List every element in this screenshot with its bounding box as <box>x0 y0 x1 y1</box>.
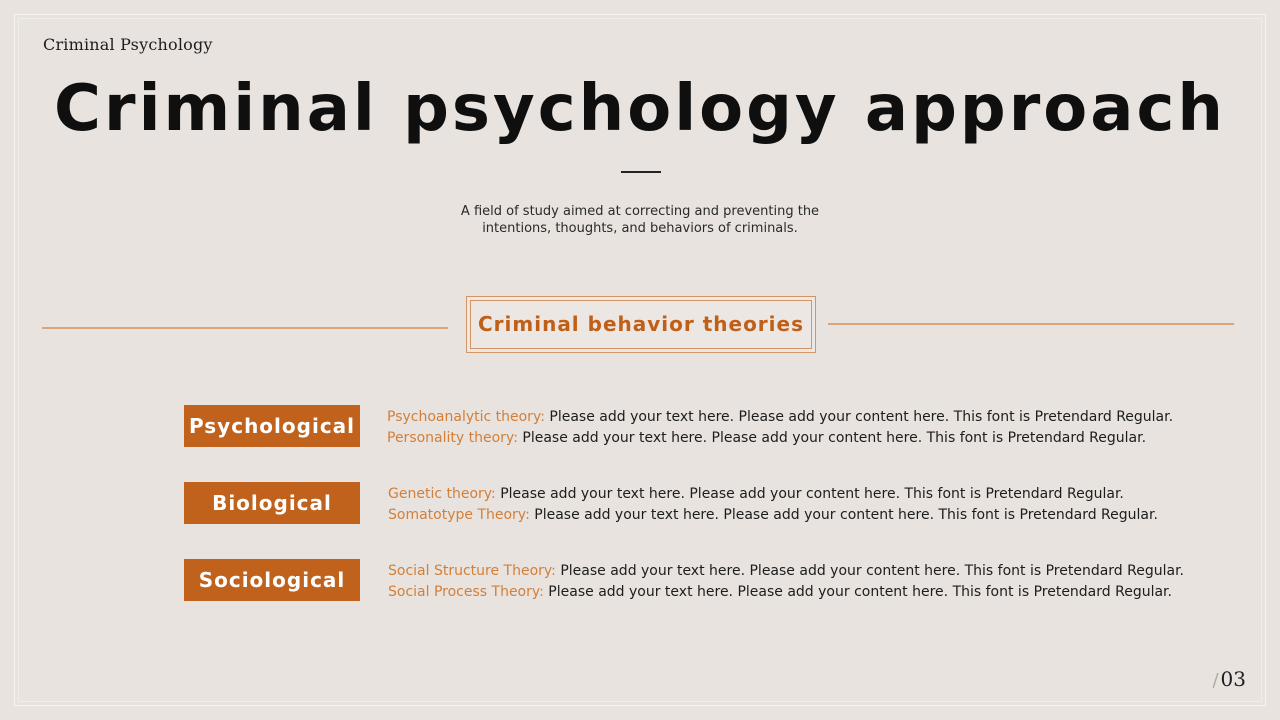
theory-name: Somatotype Theory: <box>388 507 530 523</box>
theory-line <box>388 505 1158 526</box>
theory-line <box>387 407 1173 428</box>
category-text-biological <box>388 484 1158 526</box>
theory-line <box>387 428 1173 449</box>
section-line-left <box>42 327 448 329</box>
section-line-right <box>828 323 1234 325</box>
theory-line <box>388 484 1158 505</box>
theory-name: Psychoanalytic theory: <box>387 409 545 425</box>
page-number <box>1212 667 1246 691</box>
category-text-sociological <box>388 561 1184 603</box>
theory-text: Please add your text here. Please add your content here. This font is Pretendard Regular. <box>555 563 1185 579</box>
theory-text: Please add your text here. Please add your content here. This font is Pretendard Regular. <box>517 430 1147 446</box>
theory-line <box>388 582 1184 603</box>
theory-text: Please add your text here. Please add your content here. This font is Pretendard Regular. <box>543 584 1172 600</box>
category-badge-biological: Biological <box>184 482 360 524</box>
header-label: Criminal Psychology <box>43 35 213 54</box>
theory-name: Social Structure Theory: <box>388 563 556 579</box>
category-text-psychological <box>387 407 1173 449</box>
theory-text: Please add your text here. Please add your content here. This font is Pretendard Regular. <box>495 486 1124 502</box>
slide-title: Criminal psychology approach <box>54 72 1226 146</box>
category-badge-sociological: Sociological <box>184 559 360 601</box>
slide-subtitle: A field of study aimed at correcting and preventing the intentions, thoughts, and behaviors of criminals. <box>460 204 820 236</box>
theory-name: Genetic theory: <box>388 486 496 502</box>
page-number-value: 03 <box>1220 667 1246 691</box>
section-title-box <box>466 296 816 353</box>
theory-text: Please add your text here. Please add your content here. This font is Pretendard Regular. <box>529 507 1158 523</box>
section-title: Criminal behavior theories <box>477 312 804 336</box>
title-divider <box>621 171 661 173</box>
category-badge-psychological: Psychological <box>184 405 360 447</box>
theory-text: Please add your text here. Please add your content here. This font is Pretendard Regular. <box>544 409 1174 425</box>
theory-name: Social Process Theory: <box>388 584 544 600</box>
theory-line <box>388 561 1184 582</box>
slash-icon: / <box>1212 670 1219 691</box>
theory-name: Personality theory: <box>387 430 518 446</box>
